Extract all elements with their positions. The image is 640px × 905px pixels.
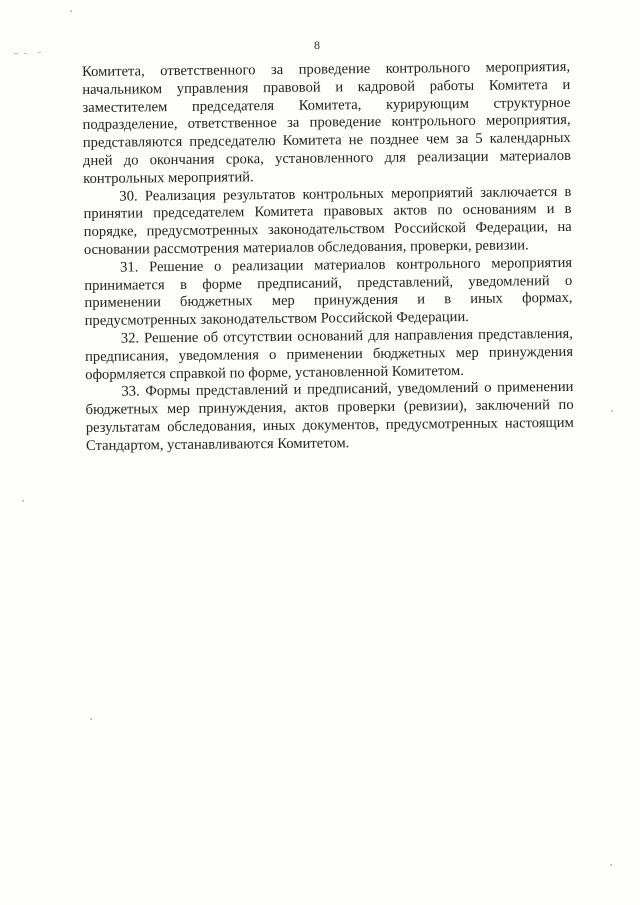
scan-artifact-dot xyxy=(22,500,24,502)
paragraph-33: 33. Формы представлений и предписаний, уведомлений о применении бюджетных мер принуждения, актов проверки (ревизии), заключений по результатам обследования, иных документов, предусмотренных настоящим Стандартом, устанавливаются Комитетом. xyxy=(85,379,574,454)
scan-artifact-dot xyxy=(611,410,613,412)
scan-artifact-dot xyxy=(610,864,612,866)
scan-artifact-mark xyxy=(14,53,18,54)
document-body xyxy=(82,59,574,456)
paragraph-31: 31. Решение о реализации материалов контрольного мероприятия принимается в форме предписаний, представлений, уведомлений о применении бюджетных мер принуждения и в иных формах, предусмотренных законодательством Российской Федерации. xyxy=(84,254,573,330)
scan-artifact-mark xyxy=(24,53,27,54)
paragraph-30: 30. Реализация результатов контрольных мероприятий заключается в принятии председателем Комитета правовых актов по основаниям и в порядке, предусмотренных законодательством Российской Федерации, на основании рассмотрения материалов обследования, проверки, ревизии. xyxy=(83,183,572,258)
paragraph-continuation: Комитета, ответственного за проведение контрольного мероприятия, начальником управления правовой и кадровой работы Комитета и заместителем председателя Комитета, курирующим структурное подразделение, ответственное за проведение контрольного мероприятия, представляются председателю Комитета не позднее чем за 5 календарных дней до окончания срока, установленного для реализации материалов контрольных мероприятий. xyxy=(82,58,572,187)
scan-artifact-dot xyxy=(90,718,92,720)
scan-artifact-dot xyxy=(70,10,72,12)
page-number: 8 xyxy=(314,38,320,52)
paragraph-32: 32. Решение об отсутствии оснований для направления представления, предписания, уведомления о применении бюджетных мер принуждения оформляется справкой по форме, установленной Комитетом. xyxy=(84,325,574,383)
